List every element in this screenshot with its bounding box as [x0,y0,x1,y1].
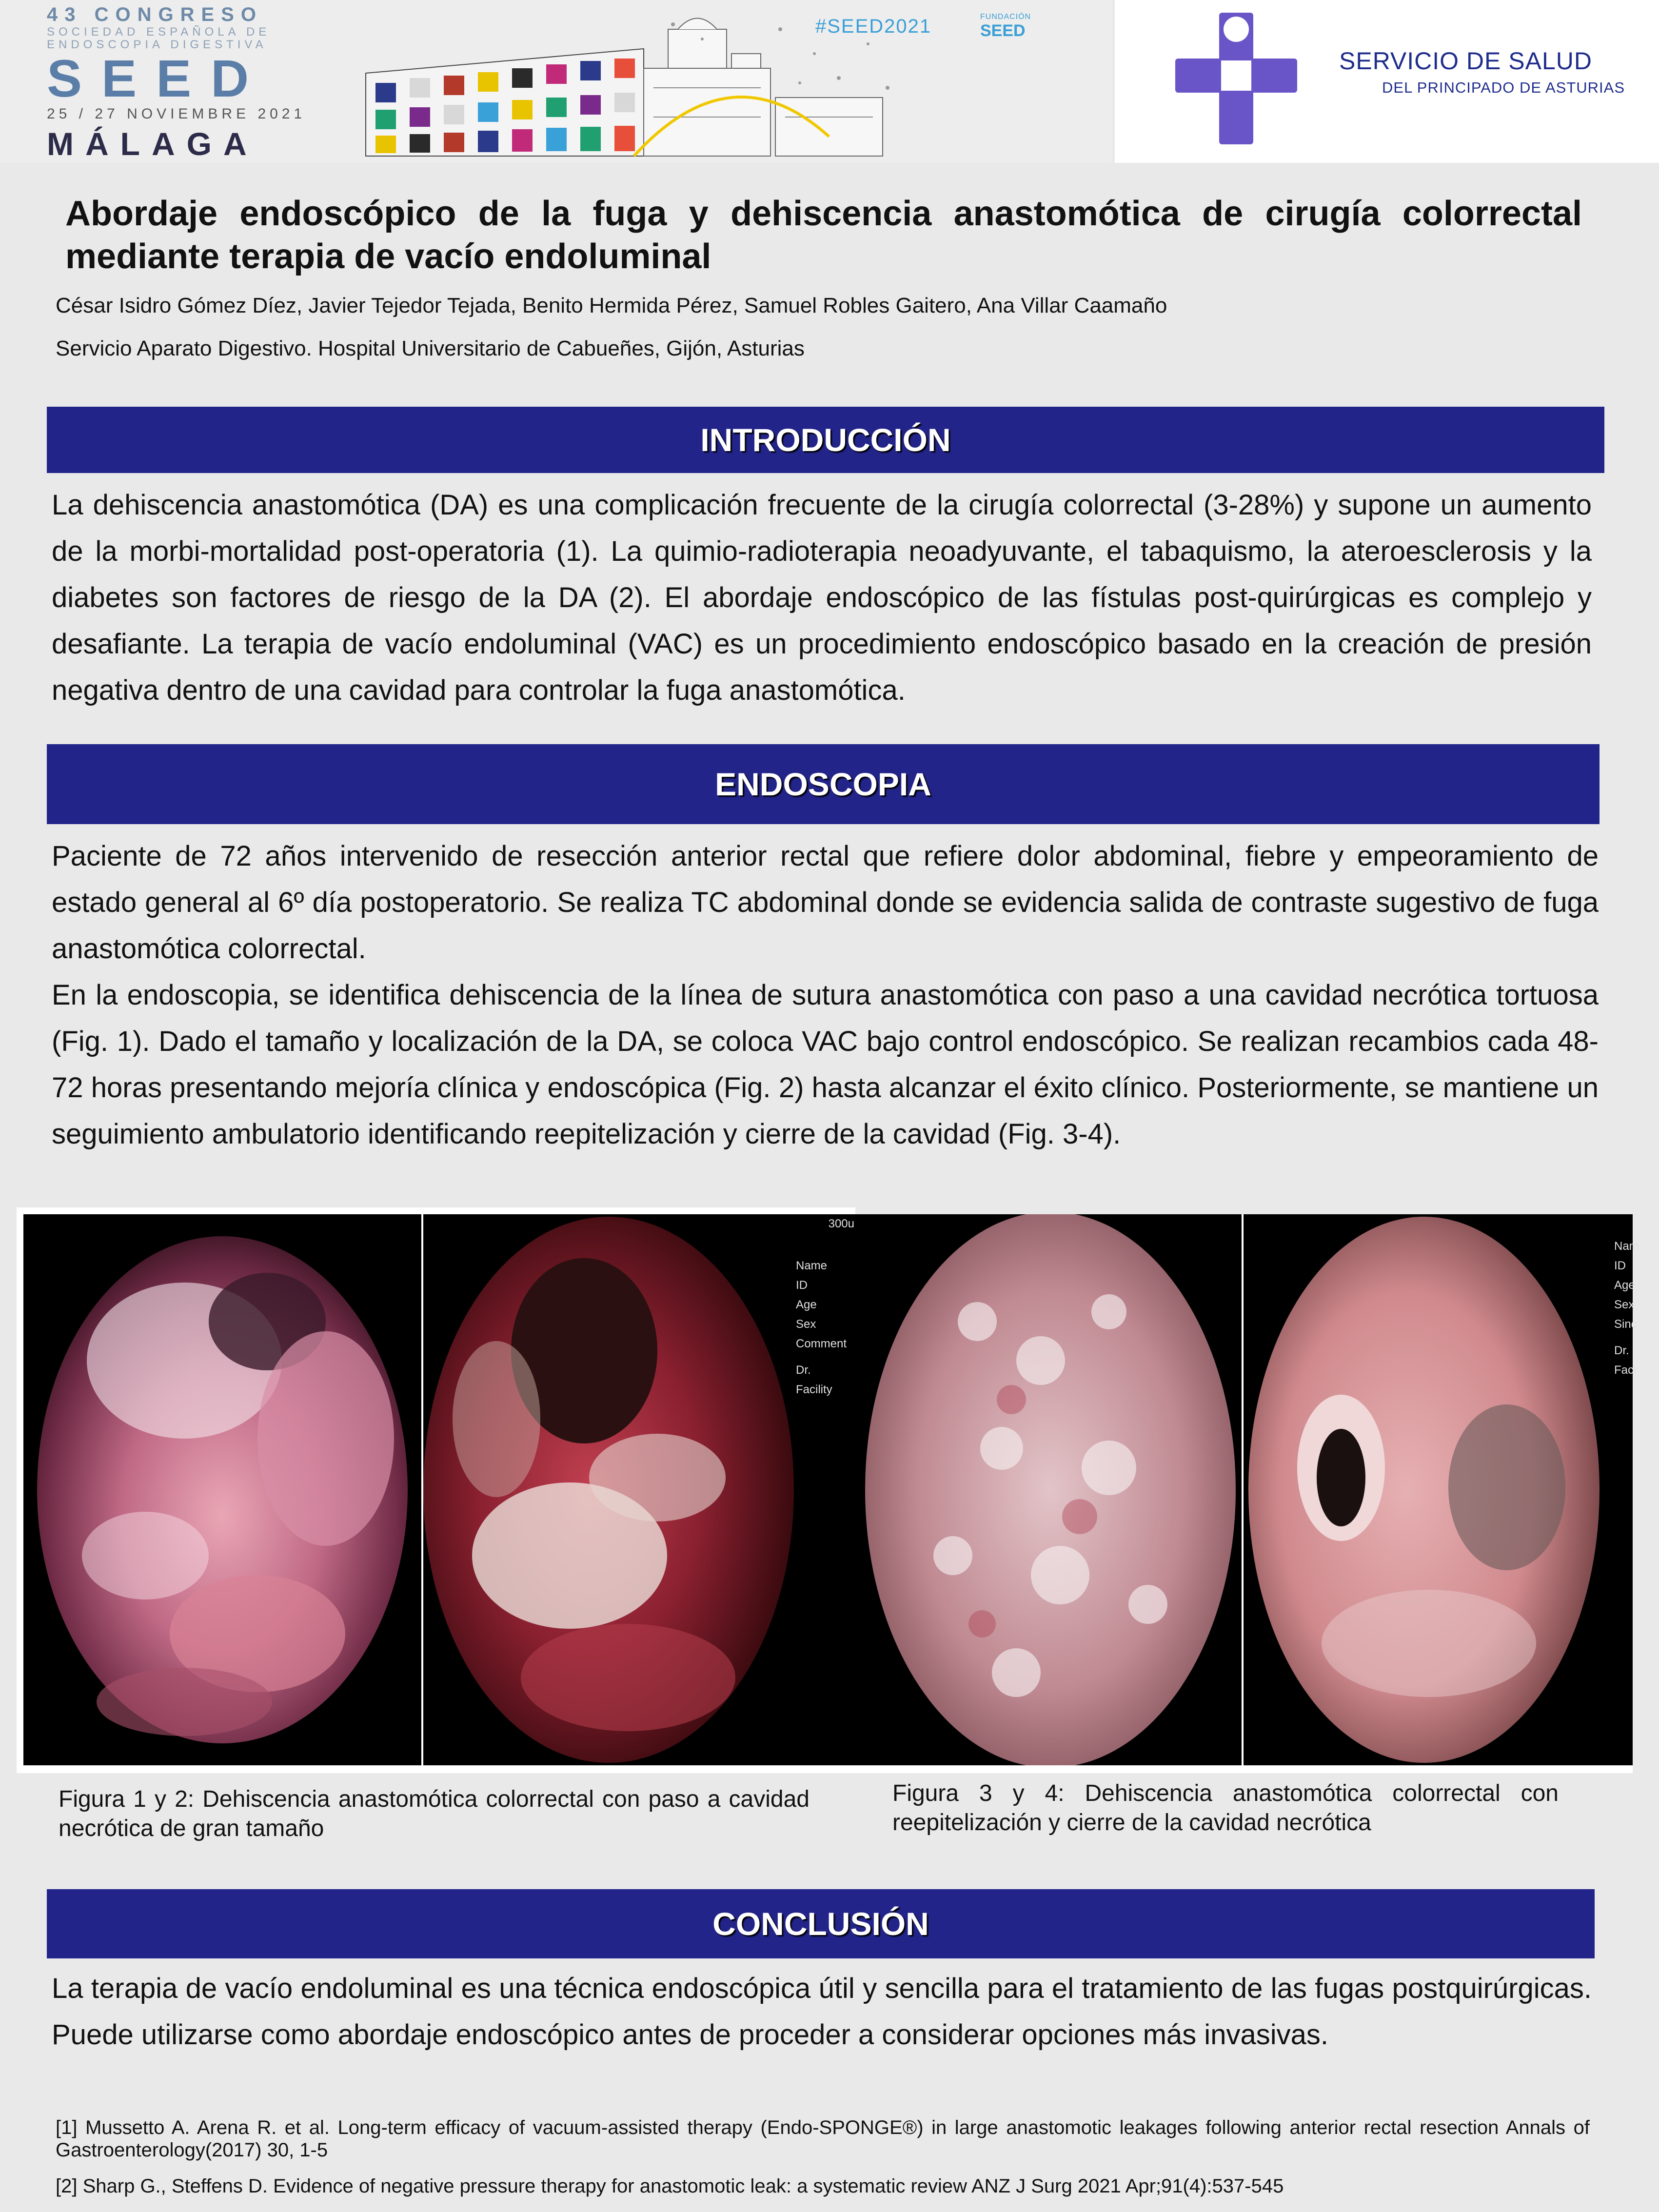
overlay-label: Sinc [1614,1318,1637,1331]
congress-name: SEED [47,49,269,108]
congress-logo [47,4,330,162]
figure-4-image [1244,1214,1639,1765]
section-heading-intro: INTRODUCCIÓN [47,407,1604,473]
overlay-label: Sex [1614,1298,1635,1311]
reference-1: [1] Mussetto A. Arena R. et al. Long-term efficacy of vacuum-assisted therapy (Endo-SPONGE®) in large anastomotic leakages following anterior rectal resection Annals of Gastroenterology(2017) 30, 1-5 [56,2117,1590,2161]
overlay-label: ID [796,1279,808,1292]
overlay-label: Nam [1614,1240,1639,1253]
congress-edition: 43 CONGRESO [47,4,263,25]
overlay-top-label: 300u [828,1217,854,1230]
overlay-label: ID [1614,1259,1626,1272]
figure-caption-left: Figura 1 y 2: Dehiscencia anastomótica colorrectal con paso a cavidad necrótica de gran tamaño [59,1786,810,1841]
overlay-label: Dr. [1614,1344,1629,1357]
endoscopy-paragraph-2: En la endoscopia, se identifica dehiscencia de la línea de sutura anastomótica con paso a una cavidad necrótica tortuosa (Fig. 1). Dado el tamaño y localización de la DA, se coloca VAC bajo control endoscópico. Se realizan recambios cada 48-72 horas presentando mejoría clínica y endoscópica (Fig. 2) hasta alcanzar el éxito clínico. Posteriormente, se mantiene un seguimiento ambulatorio identificando reepitelización y cierre de la cavidad (Fig. 3-4). [52,979,1599,1150]
figure-1-image [23,1214,421,1765]
endoscopy-paragraph-1: Paciente de 72 años intervenido de resección anterior rectal que refiere dolor abdominal, fiebre y empeoramiento de estado general al 6º día postoperatorio. Se realiza TC abdominal donde se evidencia salida de contraste sugestivo de fuga anastomótica colorrectal. [52,840,1599,965]
figure-caption-right: Figura 3 y 4: Dehiscencia anastomótica colorrectal con reepitelización y cierre de la cavidad necrótica [892,1780,1559,1836]
foundation-name: SEED [980,21,1026,40]
figure-3-image [855,1214,1242,1765]
figure-4-overlay [1614,1237,1639,1380]
intro-text: La dehiscencia anastomótica (DA) es una complicación frecuente de la cirugía colorrectal (3-28%) y supone un aumento de la morbi-mortalidad post-operatoria (1). La quimio-radioterapia neoadyuvante, el tabaquismo, la ateroesclerosis y la diabetes son factores de riesgo de la DA (2). El abordaje endoscópico de las fístulas post-quirúrgicas es complejo y desafiante. La terapia de vacío endoluminal (VAC) es un procedimiento endoscópico basado en la creación de presión negativa dentro de una cavidad para controlar la fuga anastomótica. [52,489,1592,706]
overlay-label: Comment [796,1337,847,1350]
affiliation: Servicio Aparato Digestivo. Hospital Universitario de Cabueñes, Gijón, Asturias [56,336,805,360]
congress-city: MÁLAGA [47,126,258,162]
section-heading-endoscopy: ENDOSCOPIA [47,744,1600,824]
foundation-label: FUNDACIÓN [980,13,1031,21]
society-name-line1: SOCIEDAD ESPAÑOLA DE [47,25,271,39]
overlay-label: Age [1614,1279,1635,1292]
overlay-label: Name [796,1259,828,1272]
overlay-label: Faci [1614,1363,1637,1377]
authors: César Isidro Gómez Díez, Javier Tejedor Tejada, Benito Hermida Pérez, Samuel Robles Gaitero, Ana Villar Caamaño [56,294,1167,317]
society-name-line2: ENDOSCOPIA DIGESTIVA [47,38,267,51]
figure-row [17,1207,1639,1773]
endoscopy-text [52,833,1599,1157]
health-cross-icon [1172,10,1300,147]
conclusion-text: La terapia de vacío endoluminal es una técnica endoscópica útil y sencilla para el tratamiento de las fugas postquirúrgicas. Puede utilizarse como abordaje endoscópico antes de proceder a considerar opciones más invasivas. [52,1973,1592,2051]
health-service-subtitle: DEL PRINCIPADO DE ASTURIAS [1382,79,1625,96]
overlay-label: Age [796,1298,817,1311]
reference-2: [2] Sharp G., Steffens D. Evidence of negative pressure therapy for anastomotic leak: a systematic review ANZ J Surg 2021 Apr;91(4):537-545 [56,2175,1284,2197]
overlay-label: Dr. [796,1363,811,1377]
figure-2-image [423,1214,855,1765]
hashtag: #SEED2021 [815,16,932,37]
overlay-label: Facility [796,1383,832,1396]
section-heading-conclusion: CONCLUSIÓN [47,1889,1595,1958]
header-banner [0,0,1659,163]
foundation-logo [980,13,1031,40]
figure-2-overlay [796,1214,854,1400]
health-service-logo [1115,0,1659,163]
congress-dates: 25 / 27 NOVIEMBRE 2021 [47,106,306,122]
congress-banner [0,0,1112,163]
poster-title: Abordaje endoscópico de la fuga y dehiscencia anastomótica de cirugía colorrectal mediante terapia de vacío endoluminal [65,194,1582,276]
overlay-label: Sex [796,1318,816,1331]
health-service-title: SERVICIO DE SALUD [1339,47,1593,75]
